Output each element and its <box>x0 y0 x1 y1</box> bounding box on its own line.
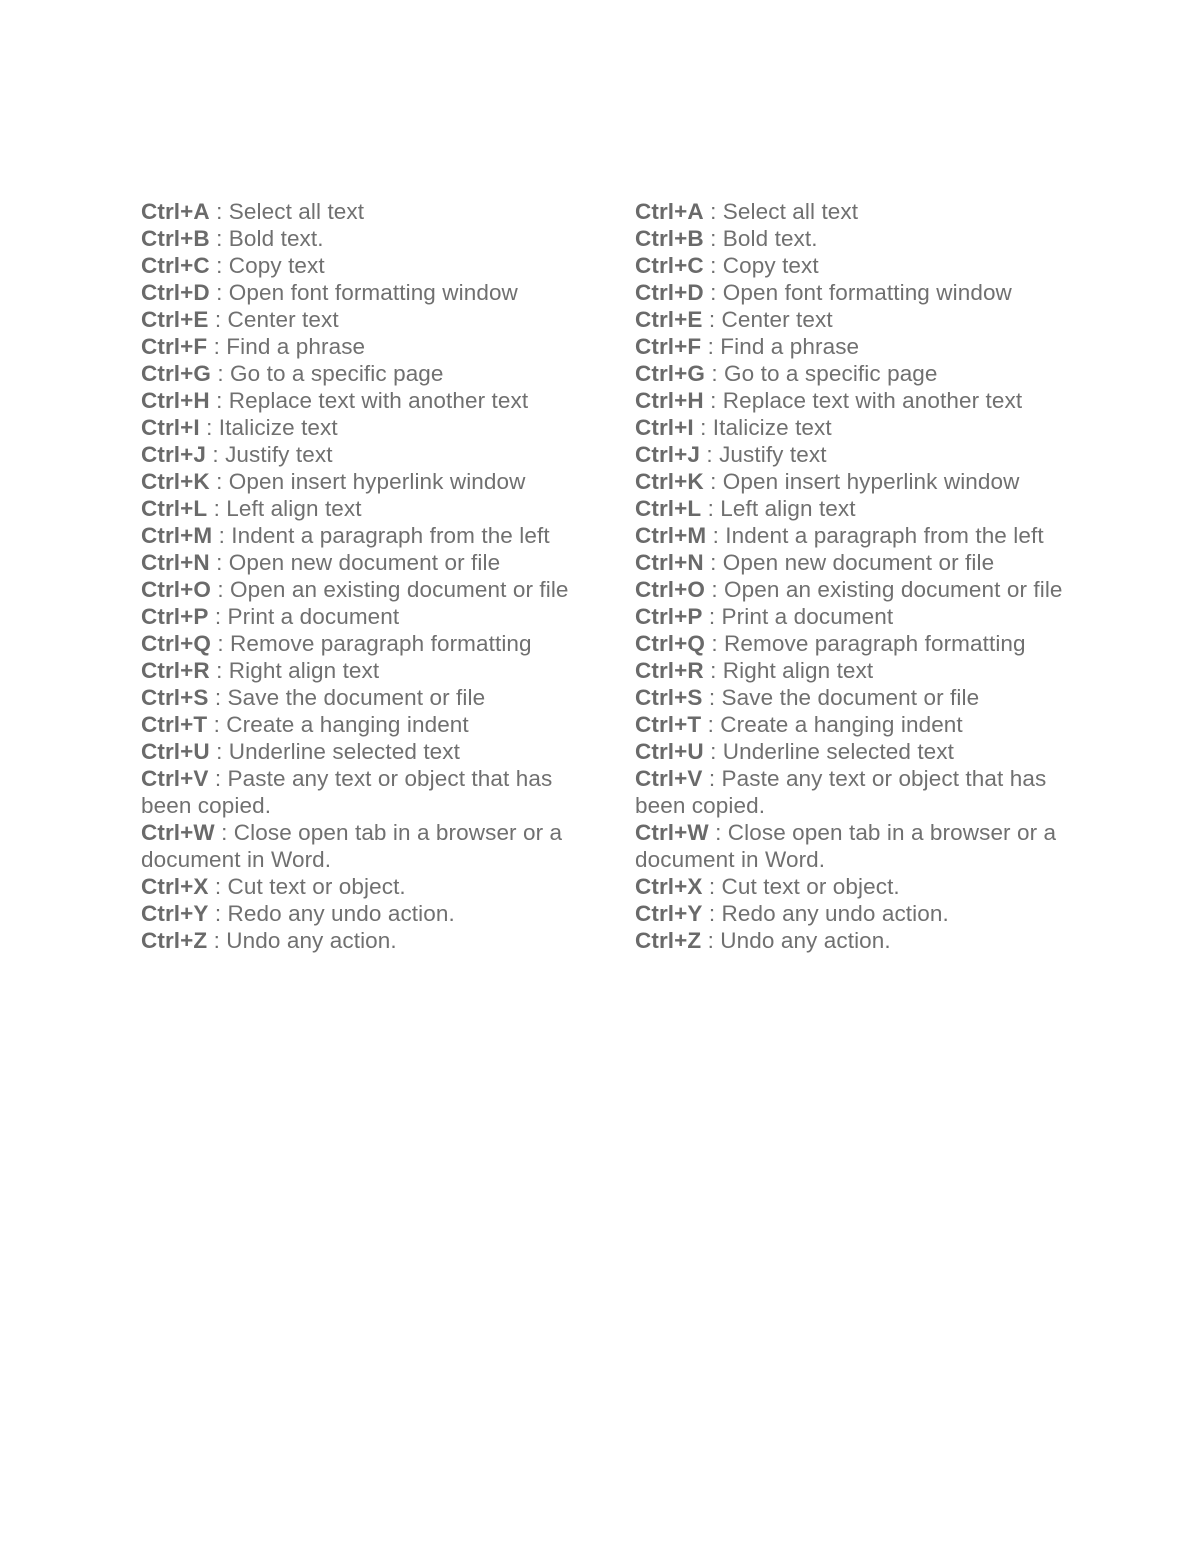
shortcut-description: : Remove paragraph formatting <box>705 631 1026 656</box>
shortcut-entry <box>635 819 1075 873</box>
shortcut-key: Ctrl+Q <box>635 631 705 656</box>
shortcut-entry <box>141 441 581 468</box>
shortcut-key: Ctrl+Z <box>635 928 702 953</box>
shortcut-entry <box>635 711 1075 738</box>
shortcut-entry <box>635 576 1075 603</box>
shortcut-description: : Right align text <box>703 658 874 683</box>
shortcut-key: Ctrl+L <box>635 496 702 521</box>
shortcut-entry <box>141 333 581 360</box>
shortcut-entry <box>635 603 1075 630</box>
shortcut-key: Ctrl+K <box>635 469 704 494</box>
shortcut-key: Ctrl+I <box>635 415 694 440</box>
shortcut-description: : Right align text <box>209 658 380 683</box>
shortcut-entry <box>141 279 581 306</box>
shortcut-key: Ctrl+V <box>635 766 703 791</box>
shortcut-description: : Justify text <box>700 442 827 467</box>
shortcut-entry <box>141 225 581 252</box>
shortcut-key: Ctrl+M <box>635 523 707 548</box>
shortcut-entry <box>635 468 1075 495</box>
shortcut-description: : Open insert hyperlink window <box>209 469 526 494</box>
shortcut-entry <box>635 414 1075 441</box>
shortcut-description: : Save the document or file <box>702 685 980 710</box>
shortcut-description: : Bold text. <box>703 226 818 251</box>
shortcut-entry <box>141 873 581 900</box>
shortcut-key: Ctrl+X <box>141 874 209 899</box>
shortcut-key: Ctrl+E <box>635 307 703 332</box>
shortcut-entry <box>635 360 1075 387</box>
shortcut-entry <box>141 522 581 549</box>
shortcut-key: Ctrl+W <box>141 820 215 845</box>
shortcut-entry <box>141 765 581 819</box>
shortcut-key: Ctrl+T <box>635 712 702 737</box>
shortcut-description: : Open font formatting window <box>703 280 1012 305</box>
shortcut-description: : Close open tab in a browser or a document in Word. <box>141 820 563 872</box>
shortcut-description: : Select all text <box>703 199 859 224</box>
shortcut-entry <box>635 927 1075 954</box>
shortcut-key: Ctrl+F <box>635 334 702 359</box>
shortcut-description: : Create a hanging indent <box>701 712 963 737</box>
shortcut-description: : Find a phrase <box>701 334 860 359</box>
shortcut-key: Ctrl+W <box>635 820 709 845</box>
shortcut-entry <box>141 387 581 414</box>
shortcut-entry <box>635 198 1075 225</box>
shortcut-entry <box>141 360 581 387</box>
shortcut-entry <box>635 495 1075 522</box>
shortcut-description: : Justify text <box>206 442 333 467</box>
shortcut-key: Ctrl+S <box>635 685 703 710</box>
shortcut-entry <box>141 657 581 684</box>
shortcut-key: Ctrl+R <box>635 658 704 683</box>
shortcut-description: : Cut text or object. <box>702 874 900 899</box>
shortcut-entry <box>141 630 581 657</box>
shortcut-description: : Paste any text or object that has been copied. <box>141 766 553 818</box>
shortcut-entry <box>635 657 1075 684</box>
shortcut-description: : Indent a paragraph from the left <box>212 523 550 548</box>
shortcut-key: Ctrl+I <box>141 415 200 440</box>
shortcut-key: Ctrl+Q <box>141 631 211 656</box>
shortcut-entry <box>635 441 1075 468</box>
shortcut-key: Ctrl+T <box>141 712 208 737</box>
shortcut-entry <box>141 711 581 738</box>
shortcut-entry <box>141 900 581 927</box>
shortcut-entry <box>141 684 581 711</box>
shortcut-key: Ctrl+X <box>635 874 703 899</box>
shortcut-entry <box>141 468 581 495</box>
shortcut-description: : Copy text <box>209 253 325 278</box>
shortcut-description: : Remove paragraph formatting <box>211 631 532 656</box>
shortcut-entry <box>141 495 581 522</box>
shortcut-entry <box>141 549 581 576</box>
shortcut-entry <box>141 252 581 279</box>
shortcut-key: Ctrl+N <box>635 550 704 575</box>
shortcut-entry <box>141 306 581 333</box>
shortcut-entry <box>635 549 1075 576</box>
shortcut-entry <box>635 522 1075 549</box>
shortcut-entry <box>635 387 1075 414</box>
shortcut-description: : Cut text or object. <box>208 874 406 899</box>
shortcut-description: : Left align text <box>207 496 362 521</box>
shortcut-description: : Close open tab in a browser or a document in Word. <box>635 820 1057 872</box>
shortcut-entry <box>635 225 1075 252</box>
shortcut-description: : Go to a specific page <box>705 361 938 386</box>
shortcut-entry <box>635 900 1075 927</box>
shortcut-entry <box>635 630 1075 657</box>
shortcut-key: Ctrl+A <box>635 199 704 224</box>
shortcut-key: Ctrl+H <box>141 388 210 413</box>
shortcut-key: Ctrl+L <box>141 496 208 521</box>
shortcut-key: Ctrl+Z <box>141 928 208 953</box>
shortcut-description: : Open an existing document or file <box>705 577 1063 602</box>
shortcut-key: Ctrl+P <box>141 604 209 629</box>
shortcut-list-left <box>141 198 581 954</box>
shortcut-entry <box>141 603 581 630</box>
shortcut-key: Ctrl+P <box>635 604 703 629</box>
shortcut-description: : Replace text with another text <box>703 388 1023 413</box>
shortcut-description: : Go to a specific page <box>211 361 444 386</box>
shortcut-entry <box>141 927 581 954</box>
shortcut-description: : Open font formatting window <box>209 280 518 305</box>
shortcut-entry <box>141 414 581 441</box>
shortcut-key: Ctrl+K <box>141 469 210 494</box>
shortcut-key: Ctrl+E <box>141 307 209 332</box>
shortcut-description: : Undo any action. <box>207 928 397 953</box>
shortcut-key: Ctrl+D <box>141 280 210 305</box>
shortcut-entry <box>635 333 1075 360</box>
shortcut-description: : Left align text <box>701 496 856 521</box>
shortcut-description: : Redo any undo action. <box>208 901 455 926</box>
shortcut-entry <box>635 306 1075 333</box>
shortcut-entry <box>635 252 1075 279</box>
shortcut-key: Ctrl+V <box>141 766 209 791</box>
shortcut-entry <box>635 765 1075 819</box>
shortcut-key: Ctrl+A <box>141 199 210 224</box>
shortcut-entry <box>635 738 1075 765</box>
shortcut-entry <box>635 279 1075 306</box>
shortcut-key: Ctrl+M <box>141 523 213 548</box>
shortcut-key: Ctrl+D <box>635 280 704 305</box>
shortcut-key: Ctrl+B <box>141 226 210 251</box>
shortcut-description: : Italicize text <box>199 415 338 440</box>
shortcut-description: : Underline selected text <box>209 739 460 764</box>
shortcut-key: Ctrl+Y <box>141 901 209 926</box>
shortcut-key: Ctrl+Y <box>635 901 703 926</box>
shortcut-key: Ctrl+S <box>141 685 209 710</box>
shortcut-key: Ctrl+U <box>141 739 210 764</box>
shortcut-key: Ctrl+J <box>141 442 207 467</box>
shortcut-key: Ctrl+O <box>635 577 705 602</box>
shortcut-entry <box>141 819 581 873</box>
shortcut-description: : Open new document or file <box>703 550 995 575</box>
shortcut-description: : Copy text <box>703 253 819 278</box>
shortcut-description: : Select all text <box>209 199 365 224</box>
shortcut-entry <box>141 198 581 225</box>
shortcut-entry <box>141 576 581 603</box>
shortcut-entry <box>141 738 581 765</box>
shortcut-description: : Paste any text or object that has been copied. <box>635 766 1047 818</box>
shortcut-key: Ctrl+R <box>141 658 210 683</box>
shortcut-description: : Indent a paragraph from the left <box>706 523 1044 548</box>
shortcut-key: Ctrl+U <box>635 739 704 764</box>
shortcut-key: Ctrl+J <box>635 442 701 467</box>
shortcut-key: Ctrl+C <box>635 253 704 278</box>
shortcut-key: Ctrl+B <box>635 226 704 251</box>
shortcut-description: : Bold text. <box>209 226 324 251</box>
shortcut-key: Ctrl+F <box>141 334 208 359</box>
shortcut-description: : Redo any undo action. <box>702 901 949 926</box>
shortcut-description: : Open an existing document or file <box>211 577 569 602</box>
shortcut-description: : Undo any action. <box>701 928 891 953</box>
shortcut-description: : Save the document or file <box>208 685 486 710</box>
shortcut-description: : Create a hanging indent <box>207 712 469 737</box>
shortcut-key: Ctrl+G <box>141 361 211 386</box>
shortcut-description: : Find a phrase <box>207 334 366 359</box>
shortcut-key: Ctrl+N <box>141 550 210 575</box>
shortcut-entry <box>635 873 1075 900</box>
shortcut-key: Ctrl+G <box>635 361 705 386</box>
shortcut-description: : Center text <box>702 307 833 332</box>
shortcut-description: : Center text <box>208 307 339 332</box>
shortcut-key: Ctrl+H <box>635 388 704 413</box>
shortcut-description: : Italicize text <box>693 415 832 440</box>
shortcut-description: : Replace text with another text <box>209 388 529 413</box>
shortcut-description: : Print a document <box>702 604 894 629</box>
shortcut-description: : Open insert hyperlink window <box>703 469 1020 494</box>
shortcut-description: : Open new document or file <box>209 550 501 575</box>
shortcut-description: : Underline selected text <box>703 739 954 764</box>
shortcut-description: : Print a document <box>208 604 400 629</box>
shortcut-key: Ctrl+O <box>141 577 211 602</box>
shortcut-list-right <box>635 198 1075 954</box>
shortcut-entry <box>635 684 1075 711</box>
shortcut-key: Ctrl+C <box>141 253 210 278</box>
